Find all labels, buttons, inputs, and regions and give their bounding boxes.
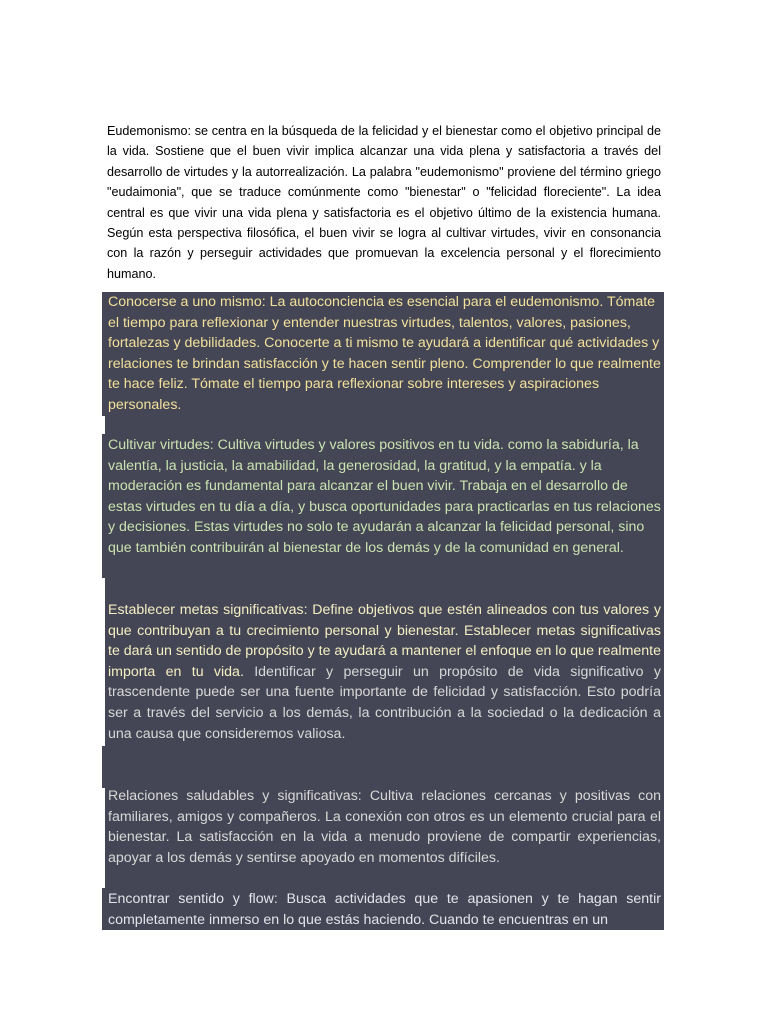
highlighted-text-panel bbox=[102, 292, 664, 930]
intro-paragraph: Eudemonismo: se centra en la búsqueda de la felicidad y el bienestar como el objetivo principal de la vida. Sostiene que el buen vivir implica alcanzar una vida plena y satisfactoria a través del desarrollo de virtudes y la autorrealización. La palabra "eudemonismo" proviene del término griego "eudaimonia", que se traduce comúnmente como "bienestar" o "felicidad floreciente". La idea central es que vivir una vida plena y satisfactoria es el objetivo último de la existencia humana. Según esta perspectiva filosófica, el buen vivir se logra al cultivar virtudes, vivir en consonancia con la razón y perseguir actividades que promuevan la excelencia personal y el florecimiento humano. bbox=[107, 124, 661, 281]
left-margin-mark bbox=[102, 578, 105, 746]
goals-text-part-1: Establecer metas significativas: Define objetivos que estén alineados con tus valores y que contribuyan a tu crecimiento personal y bienestar. Establecer metas significativas te dará un sentido de propósito y te ayudará a mantener el enfoque en lo que realmente importa en tu vida. bbox=[108, 602, 661, 680]
paragraph-meaningful-goals bbox=[108, 600, 661, 744]
left-margin-mark bbox=[102, 788, 105, 888]
paragraph-self-knowledge: Conocerse a uno mismo: La autoconciencia es esencial para el eudemonismo. Tómate el tiempo para reflexionar y entender nuestras virtudes, talentos, valores, pasiones, fortalezas y debilidades. Conocerte a ti mismo te ayudará a identificar qué actividades y relaciones te brindan satisfacción y te hacen sentir pleno. Comprender lo que realmente te hace feliz. Tómate el tiempo para reflexionar sobre intereses y aspiraciones personales. bbox=[108, 294, 661, 413]
left-margin-mark bbox=[102, 416, 105, 434]
paragraph-healthy-relationships: Relaciones saludables y significativas: Cultiva relaciones cercanas y positivas con familiares, amigos y compañeros. La conexión con otros es un elemento crucial para el bienestar. La satisfacción en la vida a menudo proviene de compartir experiencias, apoyar a los demás y sentirse apoyado en momentos difíciles. bbox=[108, 788, 661, 866]
paragraph-meaning-flow: Encontrar sentido y flow: Busca actividades que te apasionen y te hagan sentir completamente inmerso en lo que estás haciendo. Cuando te encuentras en un bbox=[108, 891, 661, 928]
paragraph-cultivate-virtues: Cultivar virtudes: Cultiva virtudes y valores positivos en tu vida. como la sabiduría, la valentía, la justicia, la amabilidad, la generosidad, la gratitud, y la empatía. y la moderación es fundamental para alcanzar el buen vivir. Trabaja en el desarrollo de estas virtudes en tu día a día, y busca oportunidades para practicarlas en tus relaciones y decisiones. Estas virtudes no solo te ayudarán a alcanzar la felicidad personal, sino que también contribuirán al bienestar de los demás y de la comunidad en general. bbox=[108, 437, 661, 556]
goals-text-part-2: Identificar y perseguir un propósito de vida significativo y trascendente puede ser una fuente importante de felicidad y satisfacción. Esto podría ser a través del servicio a los demás, la contribución a la sociedad o la dedicación a una causa que consideremos valiosa. bbox=[108, 663, 662, 742]
